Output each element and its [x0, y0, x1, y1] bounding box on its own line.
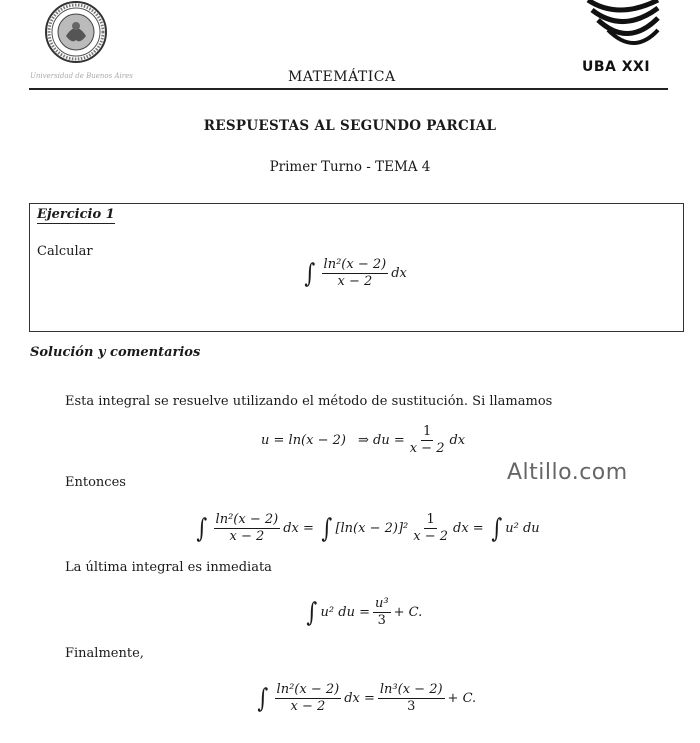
seal-caption: Universidad de Buenos Aires: [30, 72, 133, 80]
numerator: ln³(x − 2): [379, 682, 443, 697]
eq-end: dx =: [453, 521, 484, 536]
eq-left: u² du =: [320, 605, 370, 620]
eq-mid: dx =: [283, 521, 314, 536]
fraction: [322, 257, 389, 290]
denominator: 3: [407, 699, 416, 714]
substitution-equation: [261, 424, 465, 457]
denominator: x − 2: [413, 529, 448, 544]
exercise-integral: [303, 257, 407, 290]
denominator: 3: [377, 613, 386, 628]
header-title: MATEMÁTICA: [288, 69, 396, 85]
differential: dx: [391, 266, 407, 281]
constant: + C.: [447, 691, 477, 706]
denominator: x − 2: [290, 699, 326, 714]
header-divider: [29, 88, 668, 90]
power-rule-equation: [305, 596, 422, 629]
eq-final: u² du: [505, 521, 540, 536]
solution-heading: Solución y comentarios: [30, 345, 201, 360]
denominator: x − 2: [337, 274, 373, 289]
document-subtitle: Primer Turno - TEMA 4: [269, 159, 431, 175]
fraction: [214, 512, 281, 545]
denominator: x − 2: [409, 441, 445, 456]
final-result-equation: [256, 682, 476, 715]
fraction: [411, 512, 450, 545]
solution-intro: Esta integral se resuelve utilizando el método de sustitución. Si llamamos: [65, 394, 553, 409]
differential: dx: [449, 433, 466, 448]
uba-xxi-logo-text: UBA XXI: [582, 59, 651, 75]
denominator: x − 2: [229, 529, 265, 544]
sub-u: u = ln(x − 2): [261, 433, 346, 448]
constant: + C.: [393, 605, 423, 620]
numerator: ln²(x − 2): [323, 257, 387, 272]
numerator: 1: [422, 424, 432, 439]
text-then: Entonces: [65, 475, 126, 490]
fraction: [378, 682, 445, 715]
eq-mid: dx =: [344, 691, 375, 706]
watermark: Altillo.com: [507, 460, 628, 485]
integral-sign-icon: ∫: [306, 597, 318, 628]
document-title: RESPUESTAS AL SEGUNDO PARCIAL: [203, 118, 497, 134]
integral-sign-icon: ∫: [196, 513, 208, 544]
numerator: ln²(x − 2): [215, 512, 279, 527]
numerator: u³: [374, 596, 389, 611]
eq-bracket: [ln(x − 2)]²: [335, 521, 409, 536]
numerator: ln²(x − 2): [276, 682, 340, 697]
integral-sign-icon: ∫: [321, 513, 333, 544]
numerator: 1: [426, 512, 435, 527]
fraction: [408, 424, 447, 457]
fraction: [275, 682, 342, 715]
sub-arrow: ⇒ du =: [357, 433, 405, 448]
substitution-chain-equation: [195, 512, 540, 545]
university-seal-icon: [44, 0, 108, 64]
integral-sign-icon: ∫: [304, 258, 316, 289]
fraction: [373, 596, 391, 629]
exercise-prompt: Calcular: [37, 244, 93, 259]
exercise-title: Ejercicio 1: [37, 207, 115, 222]
integral-sign-icon: ∫: [491, 513, 502, 544]
uba-xxi-logo-icon: [578, 0, 660, 50]
text-finally: Finalmente,: [65, 646, 144, 661]
text-immediate: La última integral es inmediata: [65, 560, 272, 575]
integral-sign-icon: ∫: [257, 683, 269, 714]
